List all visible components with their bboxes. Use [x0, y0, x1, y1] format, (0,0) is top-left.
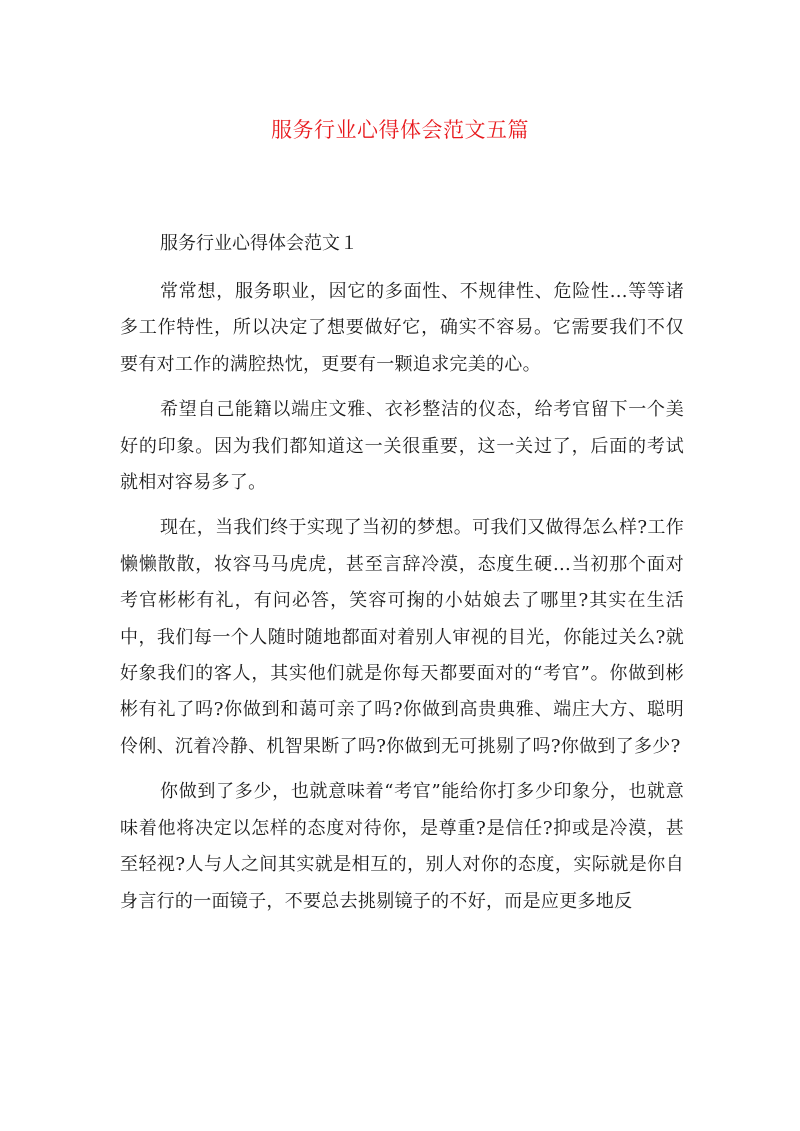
- paragraph-4: 你做到了多少，也就意味着“考官”能给你打多少印象分，也就意味着他将决定以怎样的态度对待你，是尊重?是信任?抑或是冷漠，甚至轻视?人与人之间其实就是相互的，别人对你的态度，实际就是你自身言行的一面镜子，不要总去挑剔镜子的不好，而是应更多地反: [120, 781, 684, 912]
- paragraph-2: 希望自己能籍以端庄文雅、衣衫整洁的仪态，给考官留下一个美好的印象。因为我们都知道这一关很重要，这一关过了，后面的考试就相对容易多了。: [120, 399, 684, 494]
- document-body: [120, 228, 684, 929]
- document-title: 服务行业心得体会范文五篇: [271, 118, 529, 143]
- paragraph-3: 现在，当我们终于实现了当初的梦想。可我们又做得怎么样?工作懒懒散散，妆容马马虎虎，甚至言辞冷漠，态度生硬...当初那个面对考官彬彬有礼，有问必答，笑容可掬的小姑娘去了哪里?其实在生活中，我们每一个人随时随地都面对着别人审视的目光，你能过关么?就好象我们的客人，其实他们就是你每天都要面对的“考官”。你做到彬彬有礼了吗?你做到和蔼可亲了吗?你做到高贵典雅、端庄大方、聪明伶俐、沉着冷静、机智果断了吗?你做到无可挑剔了吗?你做到了多少?: [120, 517, 684, 757]
- section-heading: 服务行业心得体会范文１: [160, 233, 358, 254]
- paragraph-1: 常常想，服务职业，因它的多面性、不规律性、危险性...等等诸多工作特性，所以决定了想要做好它，确实不容易。它需要我们不仅要有对工作的满腔热忱，更要有一颗追求完美的心。: [120, 281, 684, 375]
